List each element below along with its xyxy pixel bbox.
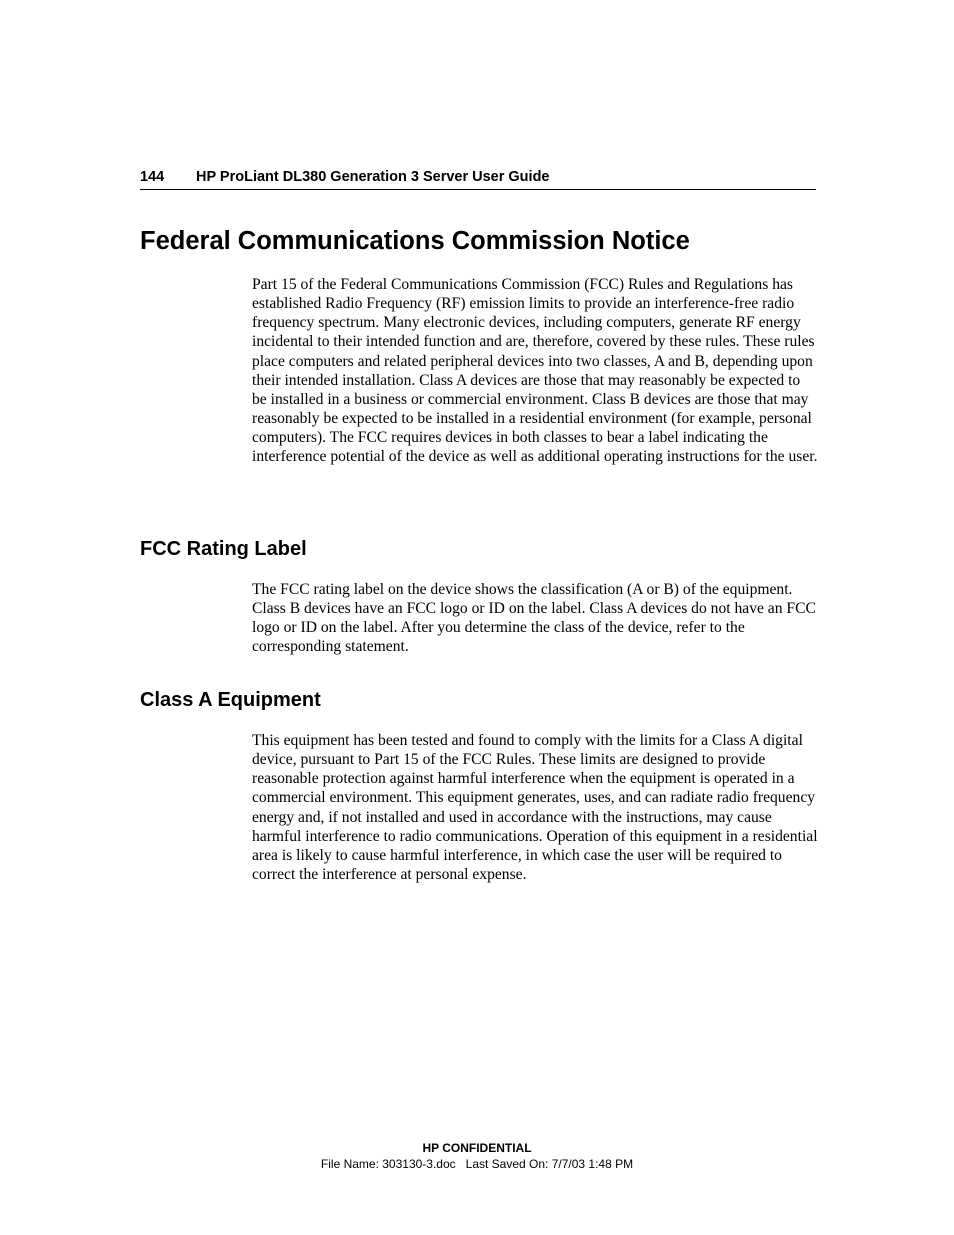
book-title: HP ProLiant DL380 Generation 3 Server User Guide bbox=[196, 169, 550, 185]
file-info: File Name: 303130-3.doc Last Saved On: 7/7/03 1:48 PM bbox=[320, 1157, 634, 1171]
fcc-notice-paragraph: Part 15 of the Federal Communications Commission (FCC) Rules and Regulations has established Radio Frequency (RF) emission limits to provide an interference-free radio frequency spectrum. Many electronic devices, including computers, generate RF energy incidental to their intended function and are, therefore, covered by these rules. These rules place computers and related peripheral devices into two classes, A and B, depending upon their intended installation. Class A devices are those that may reasonably be expected to be installed in a business or commercial environment. Class B devices are those that may reasonably be expected to be installed in a residential environment (for example, personal computers). The FCC requires devices in both classes to bear a label indicating the interference potential of the device as well as additional operating instructions for the user. bbox=[252, 276, 818, 466]
rating-label-paragraph: The FCC rating label on the device shows the classification (A or B) of the equipment. Class B devices have an FCC logo or ID on the label. Class A devices do not have an FCC logo or ID on the label. After you determine the class of the device, refer to the corresponding statement. bbox=[252, 581, 816, 656]
page-footer bbox=[0, 1140, 954, 1172]
section-title-rating-label: FCC Rating Label bbox=[140, 538, 307, 560]
page-number: 144 bbox=[140, 169, 165, 185]
class-a-paragraph: This equipment has been tested and found to comply with the limits for a Class A digital device, pursuant to Part 15 of the FCC Rules. These limits are designed to provide reasonable protection against harmful interference when the equipment is operated in a commercial environment. This equipment generates, uses, and can radiate radio frequency energy and, if not installed and used in accordance with the instructions, may cause harmful interference to radio communications. Operation of this equipment in a residential area is likely to cause harmful interference, in which case the user will be required to correct the interference at personal expense. bbox=[252, 732, 818, 884]
section-title-fcc-notice: Federal Communications Commission Notice bbox=[140, 227, 690, 255]
section-title-class-a: Class A Equipment bbox=[140, 689, 321, 711]
running-header bbox=[140, 168, 816, 190]
confidential-label: HP CONFIDENTIAL bbox=[422, 1141, 532, 1155]
